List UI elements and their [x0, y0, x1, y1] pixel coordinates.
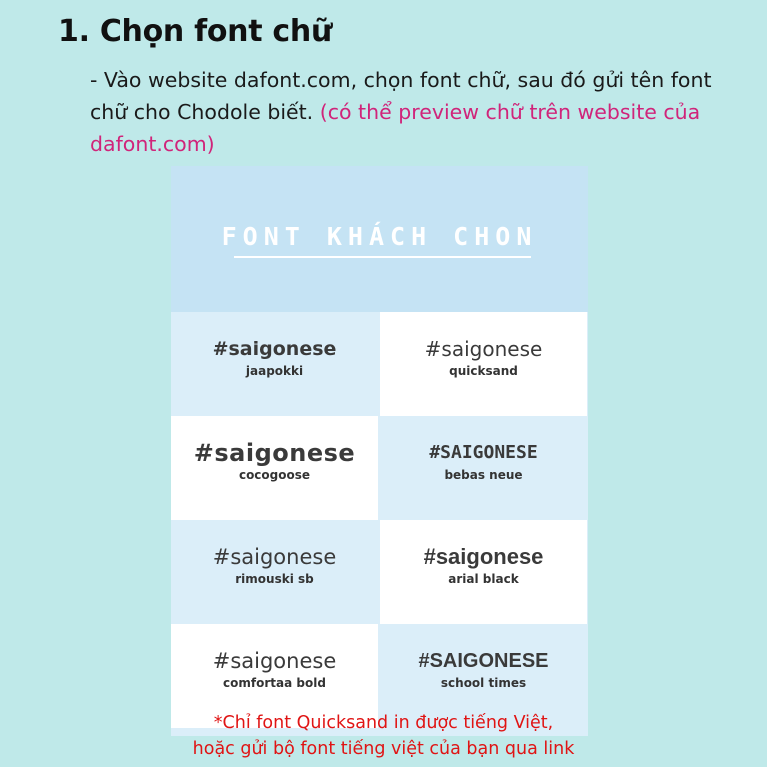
font-cell-rimouski [171, 520, 378, 624]
font-cell-quicksand [380, 312, 587, 416]
font-name: bebas neue [444, 468, 523, 482]
font-sample: #saigonese [212, 338, 337, 360]
card-title: FONT KHÁCH CHON [221, 222, 538, 251]
font-sample: #saigonese [212, 649, 337, 673]
font-sample: #saigonese [212, 545, 337, 569]
font-sample: #saigonese [423, 544, 544, 569]
preview-note: (có thể preview chữ trên website của dafont.com) [90, 100, 701, 156]
font-name: rimouski sb [235, 572, 314, 586]
intro-text: - Vào website dafont.com, chọn font chữ, sau đó gửi tên font chữ cho Chodole biết. [90, 68, 712, 124]
font-sample: #SAIGONESE [418, 650, 549, 672]
font-name: arial black [448, 572, 519, 586]
font-cell-cocogoose [171, 416, 378, 520]
font-name: school times [440, 676, 527, 690]
font-sample: #saigonese [193, 439, 356, 467]
font-sample-card [171, 166, 588, 736]
font-name: comfortaa bold [223, 676, 326, 690]
font-name: jaapokki [245, 364, 304, 378]
font-name: cocogoose [238, 468, 311, 482]
card-header [171, 166, 588, 312]
font-cell-arial-black [380, 520, 587, 624]
intro-paragraph [90, 64, 730, 160]
section-heading: 1. Chọn font chữ [58, 14, 333, 49]
footnote [0, 710, 767, 762]
font-cell-bebas-neue [380, 416, 587, 520]
footnote-line-1: *Chỉ font Quicksand in được tiếng Việt, [213, 713, 554, 733]
font-cell-jaapokki [171, 312, 378, 416]
font-sample: #saigonese [424, 337, 543, 361]
font-name: quicksand [449, 364, 518, 378]
footnote-line-2: hoặc gửi bộ font tiếng việt của bạn qua link [192, 739, 575, 759]
card-title-underline [234, 256, 531, 258]
font-sample: #SAIGONESE [429, 442, 538, 463]
